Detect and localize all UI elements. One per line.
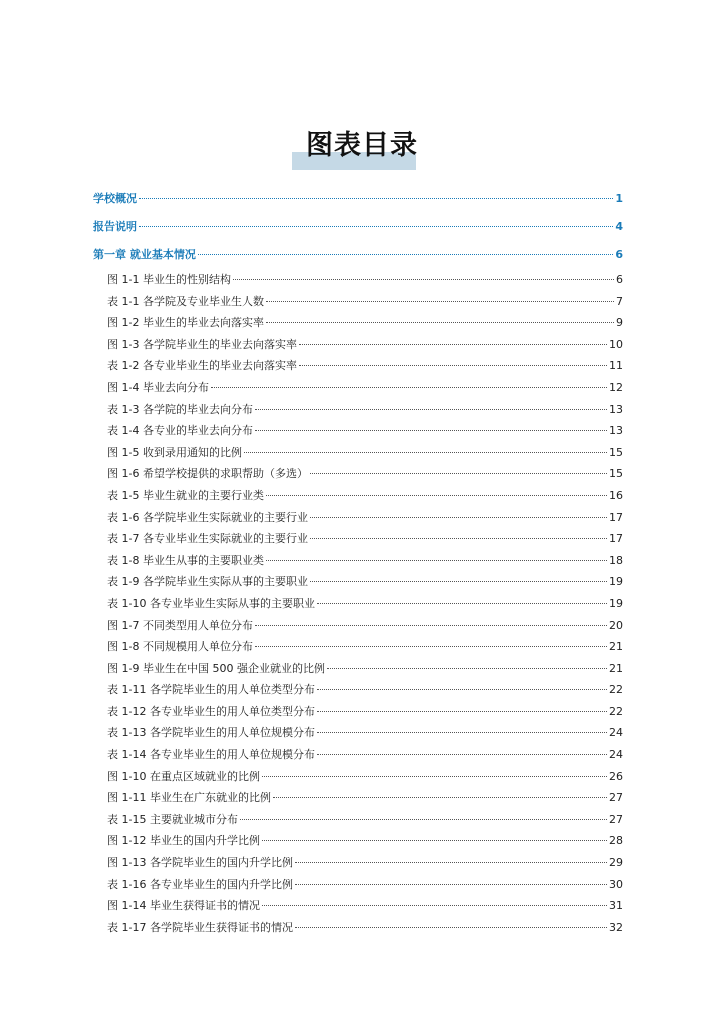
table-of-contents: [93, 185, 623, 938]
dot-leader: [244, 452, 607, 453]
dot-leader: [273, 797, 607, 798]
toc-page-number: 6: [615, 248, 623, 261]
toc-figure-table-entry[interactable]: [93, 874, 623, 896]
toc-entry-label: 图 1-10 在重点区域就业的比例: [107, 769, 260, 783]
toc-figure-table-entry[interactable]: [93, 550, 623, 572]
toc-page-number: 27: [609, 791, 623, 805]
toc-figure-table-entry[interactable]: [93, 507, 623, 529]
toc-page-number: 16: [609, 488, 623, 502]
dot-leader: [262, 905, 607, 906]
dot-leader: [139, 226, 613, 227]
toc-figure-table-entry[interactable]: [93, 334, 623, 356]
dot-leader: [310, 538, 607, 539]
toc-page-number: 30: [609, 877, 623, 891]
toc-entry-label: 表 1-11 各学院毕业生的用人单位类型分布: [107, 683, 315, 697]
toc-chapter-entry[interactable]: [93, 185, 623, 213]
toc-page-number: 21: [609, 661, 623, 675]
toc-page-number: 13: [609, 402, 623, 416]
toc-entry-label: 表 1-9 各学院毕业生实际从事的主要职业: [107, 575, 308, 589]
dot-leader: [262, 840, 607, 841]
dot-leader: [233, 279, 614, 280]
title-block: [0, 128, 724, 176]
toc-page-number: 29: [609, 856, 623, 870]
toc-entry-label: 表 1-15 主要就业城市分布: [107, 812, 238, 826]
toc-page-number: 27: [609, 812, 623, 826]
toc-entry-label: 第一章 就业基本情况: [93, 248, 196, 261]
toc-figure-table-entry[interactable]: [93, 442, 623, 464]
toc-page-number: 1: [615, 192, 623, 205]
toc-entry-label: 表 1-6 各学院毕业生实际就业的主要行业: [107, 510, 308, 524]
toc-page-number: 7: [616, 294, 623, 308]
dot-leader: [310, 581, 607, 582]
toc-chapter-entry[interactable]: [93, 213, 623, 241]
page-title: 图表目录: [306, 130, 418, 161]
toc-entry-label: 表 1-2 各专业毕业生的毕业去向落实率: [107, 359, 297, 373]
dot-leader: [327, 668, 607, 669]
toc-entry-label: 表 1-4 各专业的毕业去向分布: [107, 424, 253, 438]
toc-page-number: 17: [609, 510, 623, 524]
dot-leader: [266, 495, 607, 496]
toc-figure-table-entry[interactable]: [93, 744, 623, 766]
toc-entry-label: 表 1-12 各专业毕业生的用人单位类型分布: [107, 704, 315, 718]
dot-leader: [255, 409, 607, 410]
toc-figure-table-entry[interactable]: [93, 787, 623, 809]
dot-leader: [262, 776, 607, 777]
toc-page-number: 13: [609, 424, 623, 438]
toc-figure-table-entry[interactable]: [93, 528, 623, 550]
toc-entry-label: 图 1-1 毕业生的性别结构: [107, 273, 231, 286]
toc-figure-table-entry[interactable]: [93, 485, 623, 507]
dot-leader: [317, 603, 607, 604]
dot-leader: [310, 473, 607, 474]
toc-page-number: 15: [609, 467, 623, 481]
toc-figure-table-entry[interactable]: [93, 830, 623, 852]
toc-page-number: 9: [616, 316, 623, 330]
toc-figure-table-entry[interactable]: [93, 463, 623, 485]
dot-leader: [295, 862, 607, 863]
toc-figure-table-entry[interactable]: [93, 895, 623, 917]
toc-entry-label: 图 1-7 不同类型用人单位分布: [107, 618, 253, 632]
dot-leader: [255, 430, 607, 431]
dot-leader: [266, 322, 614, 323]
toc-figure-table-entry[interactable]: [93, 377, 623, 399]
toc-entry-label: 学校概况: [93, 192, 137, 205]
toc-page-number: 22: [609, 704, 623, 718]
dot-leader: [266, 301, 614, 302]
toc-page-number: 28: [609, 834, 623, 848]
toc-page-number: 24: [609, 726, 623, 740]
dot-leader: [295, 927, 607, 928]
dot-leader: [295, 884, 607, 885]
toc-entry-label: 报告说明: [93, 220, 137, 233]
dot-leader: [310, 517, 607, 518]
toc-page-number: 19: [609, 596, 623, 610]
toc-page-number: 11: [609, 359, 623, 373]
toc-page-number: 26: [609, 769, 623, 783]
toc-figure-table-entry[interactable]: [93, 679, 623, 701]
toc-page-number: 6: [616, 273, 623, 286]
dot-leader: [211, 387, 607, 388]
toc-figure-table-entry[interactable]: [93, 593, 623, 615]
toc-figure-table-entry[interactable]: [93, 269, 623, 291]
dot-leader: [299, 365, 607, 366]
toc-entry-label: 图 1-2 毕业生的毕业去向落实率: [107, 316, 264, 330]
toc-entry-label: 图 1-12 毕业生的国内升学比例: [107, 834, 260, 848]
toc-entry-label: 表 1-17 各学院毕业生获得证书的情况: [107, 920, 293, 934]
toc-figure-table-entry[interactable]: [93, 571, 623, 593]
toc-figure-table-entry[interactable]: [93, 291, 623, 313]
toc-figure-table-entry[interactable]: [93, 312, 623, 334]
toc-entry-label: 图 1-11 毕业生在广东就业的比例: [107, 791, 271, 805]
toc-page-number: 18: [609, 553, 623, 567]
toc-chapter-entry[interactable]: [93, 241, 623, 269]
toc-entry-label: 图 1-6 希望学校提供的求职帮助（多选）: [107, 467, 308, 481]
toc-page-number: 31: [609, 899, 623, 913]
toc-page-number: 22: [609, 683, 623, 697]
toc-figure-table-entry[interactable]: [93, 420, 623, 442]
toc-figure-table-entry[interactable]: [93, 766, 623, 788]
toc-entry-label: 图 1-13 各学院毕业生的国内升学比例: [107, 856, 293, 870]
toc-page-number: 4: [615, 220, 623, 233]
toc-entry-label: 表 1-5 毕业生就业的主要行业类: [107, 488, 264, 502]
toc-entry-label: 表 1-1 各学院及专业毕业生人数: [107, 294, 264, 308]
toc-entry-label: 图 1-3 各学院毕业生的毕业去向落实率: [107, 337, 297, 351]
dot-leader: [255, 646, 607, 647]
toc-entry-label: 图 1-5 收到录用通知的比例: [107, 445, 242, 459]
toc-figure-table-entry[interactable]: [93, 852, 623, 874]
toc-entry-label: 表 1-14 各专业毕业生的用人单位规模分布: [107, 748, 315, 762]
toc-entry-label: 表 1-7 各专业毕业生实际就业的主要行业: [107, 532, 308, 546]
toc-entry-label: 表 1-13 各学院毕业生的用人单位规模分布: [107, 726, 315, 740]
toc-page-number: 12: [609, 380, 623, 394]
toc-entry-label: 表 1-3 各学院的毕业去向分布: [107, 402, 253, 416]
toc-page-number: 10: [609, 337, 623, 351]
toc-entry-label: 图 1-9 毕业生在中国 500 强企业就业的比例: [107, 661, 325, 675]
dot-leader: [299, 344, 607, 345]
toc-figure-table-entry[interactable]: [93, 636, 623, 658]
toc-figure-table-entry[interactable]: [93, 722, 623, 744]
toc-entry-label: 表 1-8 毕业生从事的主要职业类: [107, 553, 264, 567]
dot-leader: [317, 732, 607, 733]
toc-entry-label: 图 1-14 毕业生获得证书的情况: [107, 899, 260, 913]
dot-leader: [317, 754, 607, 755]
toc-entry-label: 表 1-16 各专业毕业生的国内升学比例: [107, 877, 293, 891]
toc-entry-label: 图 1-8 不同规模用人单位分布: [107, 640, 253, 654]
toc-figure-table-entry[interactable]: [93, 809, 623, 831]
dot-leader: [255, 625, 607, 626]
dot-leader: [266, 560, 607, 561]
toc-figure-table-entry[interactable]: [93, 615, 623, 637]
toc-page-number: 24: [609, 748, 623, 762]
dot-leader: [240, 819, 607, 820]
toc-entry-label: 表 1-10 各专业毕业生实际从事的主要职业: [107, 596, 315, 610]
dot-leader: [317, 689, 607, 690]
toc-figure-table-entry[interactable]: [93, 399, 623, 421]
toc-figure-table-entry[interactable]: [93, 658, 623, 680]
toc-page-number: 19: [609, 575, 623, 589]
toc-page-number: 21: [609, 640, 623, 654]
toc-figure-table-entry[interactable]: [93, 701, 623, 723]
toc-page-number: 20: [609, 618, 623, 632]
toc-page-number: 32: [609, 920, 623, 934]
toc-figure-table-entry[interactable]: [93, 917, 623, 939]
toc-figure-table-entry[interactable]: [93, 355, 623, 377]
toc-entry-label: 图 1-4 毕业去向分布: [107, 380, 209, 394]
toc-page-number: 15: [609, 445, 623, 459]
dot-leader: [317, 711, 607, 712]
dot-leader: [198, 254, 614, 255]
toc-page-number: 17: [609, 532, 623, 546]
dot-leader: [139, 198, 613, 199]
